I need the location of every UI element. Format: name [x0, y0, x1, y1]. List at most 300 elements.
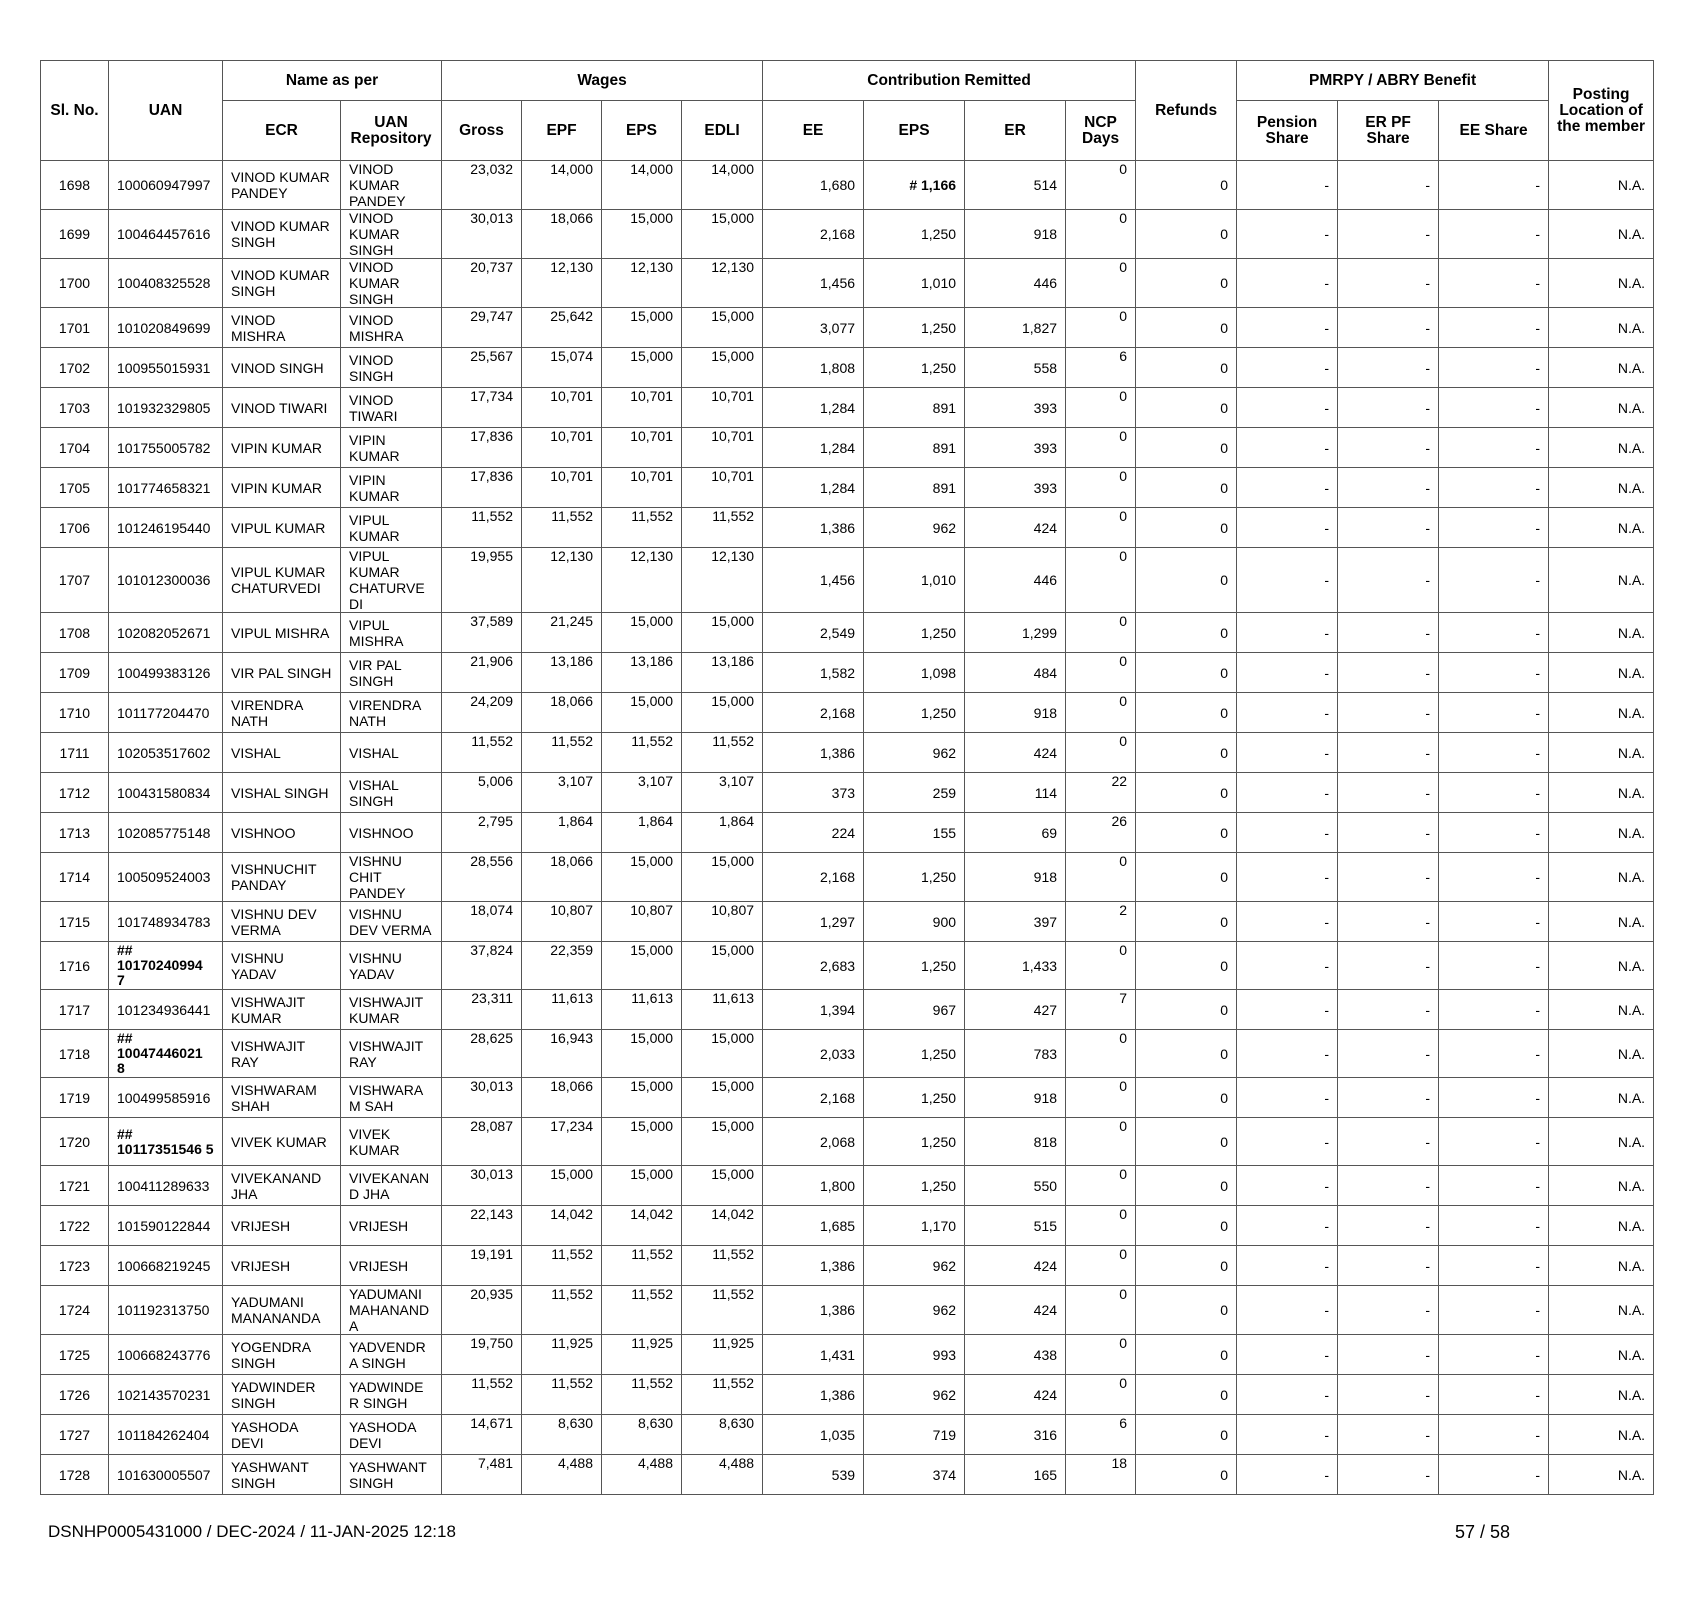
cell-ee: 1,800 [763, 1166, 864, 1206]
cell-name-uan-repository: VISHNU YADAV [341, 942, 442, 990]
cell-name-uan-repository: VIVEK KUMAR [341, 1118, 442, 1166]
header-ee: EE [763, 101, 864, 161]
cell-ncp-days: 0 [1066, 1030, 1136, 1078]
cell-gross: 19,191 [442, 1246, 522, 1286]
cell-ncp-days: 0 [1066, 1246, 1136, 1286]
cell-edli: 8,630 [682, 1415, 763, 1455]
cell-er-pf-share: - [1338, 1375, 1439, 1415]
header-eps: EPS [602, 101, 682, 161]
cell-refunds: 0 [1136, 733, 1237, 773]
cell-gross: 2,795 [442, 813, 522, 853]
cell-ee: 2,168 [763, 693, 864, 733]
cell-er: 165 [965, 1455, 1066, 1495]
cell-gross: 14,671 [442, 1415, 522, 1455]
cell-eps: 10,701 [602, 428, 682, 468]
cell-name-uan-repository: VINOD KUMAR SINGH [341, 210, 442, 259]
table-row [41, 1030, 1654, 1078]
cell-sl-no: 1725 [41, 1335, 109, 1375]
table-row [41, 942, 1654, 990]
cell-eps-contribution: 891 [864, 428, 965, 468]
cell-ee: 2,168 [763, 1078, 864, 1118]
cell-posting-location: N.A. [1549, 1375, 1654, 1415]
cell-ncp-days: 6 [1066, 1415, 1136, 1455]
cell-name-ecr: VIPUL KUMAR CHATURVEDI [223, 548, 341, 613]
cell-ee-share: - [1439, 259, 1549, 308]
cell-epf: 11,552 [522, 1375, 602, 1415]
table-row [41, 1246, 1654, 1286]
cell-name-ecr: YADUMANI MANANANDA [223, 1286, 341, 1335]
cell-refunds: 0 [1136, 468, 1237, 508]
cell-edli: 15,000 [682, 942, 763, 990]
cell-ncp-days: 0 [1066, 733, 1136, 773]
cell-ee-share: - [1439, 653, 1549, 693]
cell-eps-contribution: 1,010 [864, 548, 965, 613]
cell-uan: 101020849699 [109, 308, 223, 348]
cell-sl-no: 1709 [41, 653, 109, 693]
cell-pension-share: - [1237, 693, 1338, 733]
cell-edli: 15,000 [682, 1030, 763, 1078]
cell-sl-no: 1702 [41, 348, 109, 388]
table-row [41, 813, 1654, 853]
cell-name-uan-repository: VINOD TIWARI [341, 388, 442, 428]
cell-er-pf-share: - [1338, 548, 1439, 613]
cell-epf: 21,245 [522, 613, 602, 653]
cell-er: 783 [965, 1030, 1066, 1078]
cell-posting-location: N.A. [1549, 210, 1654, 259]
cell-uan: 101748934783 [109, 902, 223, 942]
cell-ee: 1,284 [763, 428, 864, 468]
cell-eps: 15,000 [602, 942, 682, 990]
cell-posting-location: N.A. [1549, 1078, 1654, 1118]
cell-gross: 28,556 [442, 853, 522, 902]
cell-posting-location: N.A. [1549, 468, 1654, 508]
cell-uan: 101246195440 [109, 508, 223, 548]
cell-er: 918 [965, 210, 1066, 259]
cell-epf: 14,000 [522, 161, 602, 210]
cell-gross: 17,836 [442, 468, 522, 508]
table-row [41, 653, 1654, 693]
cell-er-pf-share: - [1338, 942, 1439, 990]
cell-ee: 1,386 [763, 733, 864, 773]
cell-edli: 11,552 [682, 1375, 763, 1415]
cell-refunds: 0 [1136, 508, 1237, 548]
cell-ee-share: - [1439, 548, 1549, 613]
cell-posting-location: N.A. [1549, 1455, 1654, 1495]
cell-name-ecr: VISHNU DEV VERMA [223, 902, 341, 942]
cell-gross: 22,143 [442, 1206, 522, 1246]
cell-ee: 3,077 [763, 308, 864, 348]
cell-eps: 15,000 [602, 348, 682, 388]
cell-epf: 12,130 [522, 548, 602, 613]
cell-posting-location: N.A. [1549, 428, 1654, 468]
cell-gross: 23,311 [442, 990, 522, 1030]
cell-ee-share: - [1439, 693, 1549, 733]
cell-gross: 25,567 [442, 348, 522, 388]
cell-ncp-days: 22 [1066, 773, 1136, 813]
cell-posting-location: N.A. [1549, 1030, 1654, 1078]
cell-ncp-days: 0 [1066, 1286, 1136, 1335]
cell-posting-location: N.A. [1549, 259, 1654, 308]
cell-ee-share: - [1439, 348, 1549, 388]
cell-ee-share: - [1439, 1118, 1549, 1166]
cell-pension-share: - [1237, 1415, 1338, 1455]
cell-refunds: 0 [1136, 548, 1237, 613]
cell-er: 484 [965, 653, 1066, 693]
cell-name-ecr: VISHWAJIT RAY [223, 1030, 341, 1078]
cell-gross: 18,074 [442, 902, 522, 942]
table-row [41, 468, 1654, 508]
cell-sl-no: 1728 [41, 1455, 109, 1495]
cell-eps-contribution: 962 [864, 1246, 965, 1286]
cell-refunds: 0 [1136, 259, 1237, 308]
cell-posting-location: N.A. [1549, 1206, 1654, 1246]
cell-ee-share: - [1439, 773, 1549, 813]
cell-ee: 2,168 [763, 210, 864, 259]
cell-edli: 4,488 [682, 1455, 763, 1495]
cell-er: 114 [965, 773, 1066, 813]
cell-ncp-days: 0 [1066, 161, 1136, 210]
cell-eps: 15,000 [602, 1030, 682, 1078]
cell-refunds: 0 [1136, 773, 1237, 813]
cell-name-ecr: YASHWANT SINGH [223, 1455, 341, 1495]
cell-uan: 100955015931 [109, 348, 223, 388]
cell-name-uan-repository: VINOD SINGH [341, 348, 442, 388]
cell-name-uan-repository: VIPUL MISHRA [341, 613, 442, 653]
cell-eps: 4,488 [602, 1455, 682, 1495]
cell-ncp-days: 0 [1066, 508, 1136, 548]
cell-ee: 1,284 [763, 388, 864, 428]
cell-name-uan-repository: VISHAL SINGH [341, 773, 442, 813]
cell-name-ecr: VINOD MISHRA [223, 308, 341, 348]
cell-er: 438 [965, 1335, 1066, 1375]
cell-posting-location: N.A. [1549, 548, 1654, 613]
cell-ee: 1,394 [763, 990, 864, 1030]
cell-uan: 101590122844 [109, 1206, 223, 1246]
cell-ee-share: - [1439, 1286, 1549, 1335]
cell-pension-share: - [1237, 902, 1338, 942]
cell-refunds: 0 [1136, 1078, 1237, 1118]
cell-refunds: 0 [1136, 990, 1237, 1030]
cell-pension-share: - [1237, 1118, 1338, 1166]
cell-er: 1,299 [965, 613, 1066, 653]
header-epf: EPF [522, 101, 602, 161]
cell-er: 550 [965, 1166, 1066, 1206]
cell-uan: 101177204470 [109, 693, 223, 733]
cell-posting-location: N.A. [1549, 1415, 1654, 1455]
cell-eps-contribution: 1,250 [864, 853, 965, 902]
cell-sl-no: 1722 [41, 1206, 109, 1246]
cell-pension-share: - [1237, 508, 1338, 548]
cell-gross: 30,013 [442, 210, 522, 259]
cell-edli: 15,000 [682, 308, 763, 348]
cell-eps-contribution: 962 [864, 733, 965, 773]
cell-name-uan-repository: VISHWARAM SAH [341, 1078, 442, 1118]
cell-ee-share: - [1439, 1455, 1549, 1495]
cell-sl-no: 1698 [41, 161, 109, 210]
cell-name-ecr: VIR PAL SINGH [223, 653, 341, 693]
cell-edli: 15,000 [682, 1166, 763, 1206]
cell-epf: 18,066 [522, 210, 602, 259]
cell-gross: 37,824 [442, 942, 522, 990]
cell-eps: 11,925 [602, 1335, 682, 1375]
cell-posting-location: N.A. [1549, 990, 1654, 1030]
cell-uan: 100431580834 [109, 773, 223, 813]
cell-edli: 3,107 [682, 773, 763, 813]
cell-uan: 100411289633 [109, 1166, 223, 1206]
cell-ee: 1,582 [763, 653, 864, 693]
cell-gross: 29,747 [442, 308, 522, 348]
cell-eps: 15,000 [602, 1166, 682, 1206]
cell-posting-location: N.A. [1549, 1118, 1654, 1166]
cell-name-uan-repository: VIRENDRA NATH [341, 693, 442, 733]
cell-gross: 30,013 [442, 1166, 522, 1206]
cell-er-pf-share: - [1338, 853, 1439, 902]
cell-name-uan-repository: VINOD MISHRA [341, 308, 442, 348]
cell-refunds: 0 [1136, 853, 1237, 902]
table-row [41, 1455, 1654, 1495]
cell-name-uan-repository: VISHNOO [341, 813, 442, 853]
cell-ncp-days: 18 [1066, 1455, 1136, 1495]
cell-sl-no: 1707 [41, 548, 109, 613]
cell-name-uan-repository: VISHWAJIT RAY [341, 1030, 442, 1078]
cell-refunds: 0 [1136, 653, 1237, 693]
cell-name-ecr: VINOD SINGH [223, 348, 341, 388]
cell-eps: 10,701 [602, 388, 682, 428]
cell-refunds: 0 [1136, 942, 1237, 990]
cell-er-pf-share: - [1338, 693, 1439, 733]
cell-er-pf-share: - [1338, 813, 1439, 853]
cell-er: 558 [965, 348, 1066, 388]
cell-er-pf-share: - [1338, 1206, 1439, 1246]
cell-eps-contribution: 1,250 [864, 693, 965, 733]
cell-sl-no: 1721 [41, 1166, 109, 1206]
cell-posting-location: N.A. [1549, 161, 1654, 210]
cell-er-pf-share: - [1338, 1030, 1439, 1078]
cell-ee-share: - [1439, 613, 1549, 653]
cell-ee: 1,808 [763, 348, 864, 388]
cell-epf: 15,000 [522, 1166, 602, 1206]
cell-gross: 24,209 [442, 693, 522, 733]
cell-er-pf-share: - [1338, 388, 1439, 428]
cell-ncp-days: 0 [1066, 210, 1136, 259]
cell-pension-share: - [1237, 1335, 1338, 1375]
cell-eps: 11,552 [602, 1375, 682, 1415]
cell-posting-location: N.A. [1549, 348, 1654, 388]
cell-name-ecr: VIVEKANAND JHA [223, 1166, 341, 1206]
cell-ncp-days: 0 [1066, 613, 1136, 653]
cell-name-uan-repository: VIPIN KUMAR [341, 468, 442, 508]
cell-pension-share: - [1237, 1166, 1338, 1206]
cell-er: 424 [965, 1375, 1066, 1415]
cell-gross: 11,552 [442, 508, 522, 548]
cell-er-pf-share: - [1338, 468, 1439, 508]
cell-ee: 2,033 [763, 1030, 864, 1078]
cell-ee-share: - [1439, 902, 1549, 942]
table-row [41, 1166, 1654, 1206]
cell-sl-no: 1703 [41, 388, 109, 428]
cell-ee-share: - [1439, 428, 1549, 468]
cell-edli: 1,864 [682, 813, 763, 853]
cell-posting-location: N.A. [1549, 902, 1654, 942]
cell-eps: 14,000 [602, 161, 682, 210]
cell-gross: 23,032 [442, 161, 522, 210]
cell-ee-share: - [1439, 990, 1549, 1030]
cell-name-ecr: VRIJESH [223, 1206, 341, 1246]
cell-er: 424 [965, 1246, 1066, 1286]
cell-ee: 1,386 [763, 1286, 864, 1335]
header-ncp-days: NCP Days [1066, 101, 1136, 161]
cell-name-ecr: VISHNU YADAV [223, 942, 341, 990]
cell-refunds: 0 [1136, 308, 1237, 348]
cell-er-pf-share: - [1338, 348, 1439, 388]
cell-epf: 1,864 [522, 813, 602, 853]
cell-eps: 1,864 [602, 813, 682, 853]
cell-pension-share: - [1237, 773, 1338, 813]
cell-epf: 25,642 [522, 308, 602, 348]
cell-name-uan-repository: VRIJESH [341, 1246, 442, 1286]
table-row [41, 348, 1654, 388]
cell-gross: 20,737 [442, 259, 522, 308]
cell-er: 424 [965, 733, 1066, 773]
cell-edli: 12,130 [682, 259, 763, 308]
header-edli: EDLI [682, 101, 763, 161]
cell-eps: 15,000 [602, 1078, 682, 1118]
cell-pension-share: - [1237, 1455, 1338, 1495]
contribution-table [40, 60, 1654, 1495]
cell-pension-share: - [1237, 1206, 1338, 1246]
cell-ee: 1,386 [763, 508, 864, 548]
table-row [41, 1335, 1654, 1375]
table-row [41, 1415, 1654, 1455]
cell-eps-contribution: 962 [864, 1286, 965, 1335]
cell-er-pf-share: - [1338, 1286, 1439, 1335]
cell-uan: 101012300036 [109, 548, 223, 613]
cell-refunds: 0 [1136, 428, 1237, 468]
cell-eps-contribution: 1,250 [864, 308, 965, 348]
cell-eps-contribution: 1,098 [864, 653, 965, 693]
cell-gross: 11,552 [442, 733, 522, 773]
cell-ee: 1,685 [763, 1206, 864, 1246]
cell-refunds: 0 [1136, 161, 1237, 210]
cell-uan: 100408325528 [109, 259, 223, 308]
cell-ee: 2,068 [763, 1118, 864, 1166]
cell-eps: 11,552 [602, 1246, 682, 1286]
cell-name-ecr: VIPIN KUMAR [223, 428, 341, 468]
cell-posting-location: N.A. [1549, 1246, 1654, 1286]
table-row [41, 428, 1654, 468]
cell-name-ecr: VIPUL MISHRA [223, 613, 341, 653]
cell-er: 393 [965, 468, 1066, 508]
cell-uan: 102085775148 [109, 813, 223, 853]
cell-eps-contribution: 1,250 [864, 210, 965, 259]
cell-er-pf-share: - [1338, 161, 1439, 210]
cell-refunds: 0 [1136, 388, 1237, 428]
cell-name-ecr: VIRENDRA NATH [223, 693, 341, 733]
cell-sl-no: 1713 [41, 813, 109, 853]
cell-posting-location: N.A. [1549, 853, 1654, 902]
cell-ee: 1,456 [763, 259, 864, 308]
cell-gross: 19,955 [442, 548, 522, 613]
table-row [41, 733, 1654, 773]
cell-name-uan-repository: VISHNU DEV VERMA [341, 902, 442, 942]
cell-er: 397 [965, 902, 1066, 942]
cell-epf: 13,186 [522, 653, 602, 693]
table-row [41, 613, 1654, 653]
cell-edli: 10,807 [682, 902, 763, 942]
cell-er: 393 [965, 428, 1066, 468]
cell-epf: 18,066 [522, 853, 602, 902]
cell-er: 69 [965, 813, 1066, 853]
header-er-pf-share: ER PF Share [1338, 101, 1439, 161]
header-name-as-per: Name as per [223, 61, 442, 101]
cell-ee: 1,386 [763, 1246, 864, 1286]
cell-eps-contribution: 900 [864, 902, 965, 942]
cell-name-ecr: VINOD KUMAR PANDEY [223, 161, 341, 210]
cell-er-pf-share: - [1338, 308, 1439, 348]
cell-uan: 101774658321 [109, 468, 223, 508]
cell-epf: 17,234 [522, 1118, 602, 1166]
header-uan-repository: UAN Repository [341, 101, 442, 161]
cell-gross: 7,481 [442, 1455, 522, 1495]
cell-ncp-days: 0 [1066, 1078, 1136, 1118]
cell-er: 316 [965, 1415, 1066, 1455]
cell-eps: 15,000 [602, 693, 682, 733]
cell-eps: 12,130 [602, 548, 682, 613]
header-er: ER [965, 101, 1066, 161]
cell-sl-no: 1699 [41, 210, 109, 259]
cell-eps: 12,130 [602, 259, 682, 308]
cell-er: 446 [965, 259, 1066, 308]
cell-name-ecr: VISHNOO [223, 813, 341, 853]
cell-refunds: 0 [1136, 1118, 1237, 1166]
cell-eps-contribution: 967 [864, 990, 965, 1030]
cell-eps: 8,630 [602, 1415, 682, 1455]
cell-ee-share: - [1439, 942, 1549, 990]
cell-ncp-days: 0 [1066, 428, 1136, 468]
cell-posting-location: N.A. [1549, 1166, 1654, 1206]
table-body [41, 161, 1654, 1495]
cell-posting-location: N.A. [1549, 653, 1654, 693]
cell-er: 427 [965, 990, 1066, 1030]
cell-pension-share: - [1237, 733, 1338, 773]
cell-uan: 101192313750 [109, 1286, 223, 1335]
table-row [41, 259, 1654, 308]
cell-er-pf-share: - [1338, 210, 1439, 259]
table-row [41, 308, 1654, 348]
cell-ncp-days: 7 [1066, 990, 1136, 1030]
cell-posting-location: N.A. [1549, 1335, 1654, 1375]
cell-ncp-days: 0 [1066, 653, 1136, 693]
cell-posting-location: N.A. [1549, 773, 1654, 813]
cell-edli: 11,925 [682, 1335, 763, 1375]
cell-sl-no: 1706 [41, 508, 109, 548]
cell-name-ecr: VRIJESH [223, 1246, 341, 1286]
cell-ncp-days: 0 [1066, 1206, 1136, 1246]
cell-name-ecr: YADWINDER SINGH [223, 1375, 341, 1415]
cell-uan: 101755005782 [109, 428, 223, 468]
cell-gross: 28,087 [442, 1118, 522, 1166]
cell-name-ecr: YOGENDRA SINGH [223, 1335, 341, 1375]
cell-ee-share: - [1439, 210, 1549, 259]
cell-epf: 11,613 [522, 990, 602, 1030]
cell-ee: 1,456 [763, 548, 864, 613]
cell-edli: 11,552 [682, 733, 763, 773]
cell-eps: 11,552 [602, 1286, 682, 1335]
cell-er-pf-share: - [1338, 1166, 1439, 1206]
cell-edli: 15,000 [682, 1118, 763, 1166]
cell-pension-share: - [1237, 813, 1338, 853]
cell-name-ecr: VIPIN KUMAR [223, 468, 341, 508]
